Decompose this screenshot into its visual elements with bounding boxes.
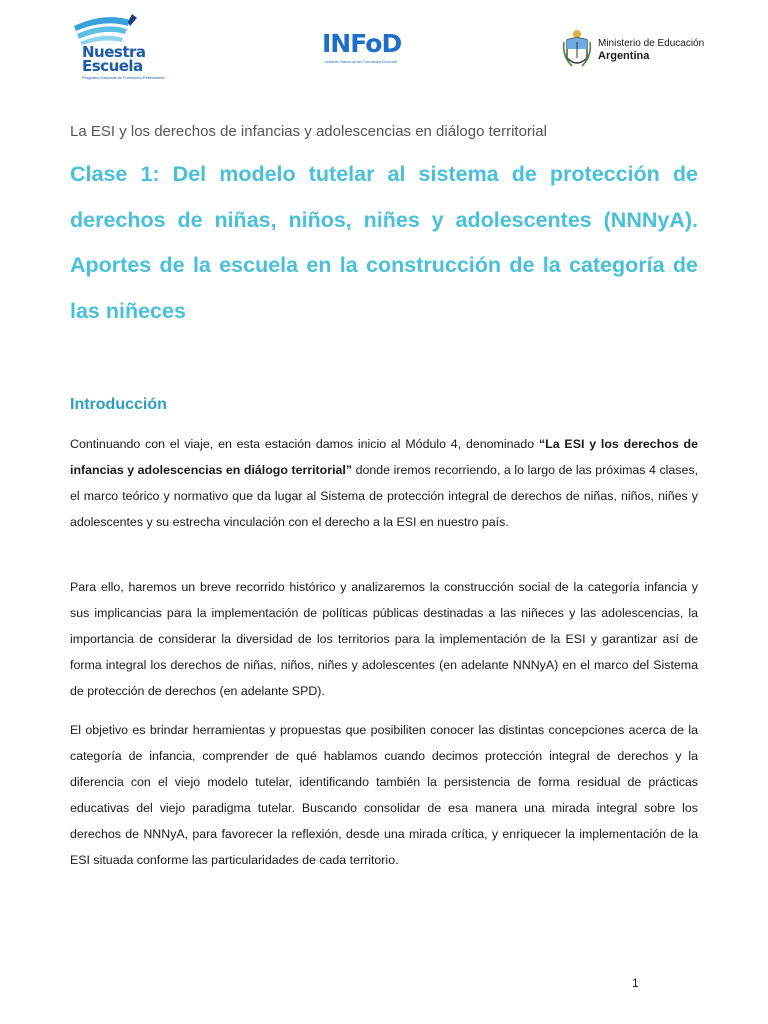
argentina-coat-of-arms-icon (562, 28, 592, 72)
nuestra-escuela-line2: Escuela (82, 57, 143, 75)
module-subtitle: La ESI y los derechos de infancias y adolescencias en diálogo territorial (70, 123, 547, 140)
nuestra-escuela-logo (70, 12, 166, 82)
paragraph-3: El objetivo es brindar herramientas y propuestas que posibiliten conocer las distintas concepciones acerca de la categoría de infancia, comprender de qué hablamos cuando decimos protección integral de derechos y la diferencia con el viejo modelo tutelar, identificando también la persistencia de forma residual de prácticas educativas del viejo paradigma tutelar. Buscando consolidar de esa manera una mirada integral sobre los derechos de NNNyA, para favorecer la reflexión, desde una mirada crítica, y enriquecer la implementación de la ESI situada conforme las particularidades de cada territorio. (70, 723, 698, 868)
paragraph-2: Para ello, haremos un breve recorrido histórico y analizaremos la construcción social de la categoría infancia y sus implicancias para la implementación de políticas públicas destinadas a las niñeces y las adolescencias, la importancia de considerar la diversidad de los territorios para la implementación de la ESI y garantizar así de forma integral los derechos de niñas, niños, niñes y adolescentes (en adelante NNNyA) en el marco del Sistema de protección de derechos (en adelante SPD). (70, 580, 698, 699)
class-title: Clase 1: Del modelo tutelar al sistema de protección de derechos de niñas, niños, niñes y adolescentes (NNNyA). Aportes de la escuela en la construcción de la categoría de las niñeces (70, 162, 698, 323)
ministerio-line1: Ministerio de Educación (598, 38, 705, 49)
ministerio-logo (562, 28, 712, 76)
infod-logo (322, 30, 422, 70)
paragraph-1-text-a: Continuando con el viaje, en esta estación damos inicio al Módulo 4, denominado (70, 437, 539, 451)
infod-subtitle: Instituto Nacional de Formación Docente (325, 59, 398, 64)
nuestra-escuela-line3: Programa Nacional de Formación Permanente (82, 75, 165, 80)
nuestra-escuela-emblem-icon (70, 12, 140, 46)
nuestra-escuela-line1: Nuestra (82, 43, 146, 61)
paragraph-1-bold-module-name: “La ESI y los derechos de infancias y adolescencias en diálogo territorial” (70, 437, 698, 478)
page-number: 1 (632, 976, 639, 990)
section-heading: Introducción (70, 396, 167, 413)
paragraph-1 (70, 431, 698, 535)
paragraph-1-text-c: donde iremos recorriendo, a lo largo de las próximas 4 clases, el marco teórico y normativo que da lugar al Sistema de protección integral de derechos de niñas, niños, niñes y adolescentes y su estrecha vinculación con el derecho a la ESI en nuestro país. (70, 463, 699, 530)
infod-wordmark: INFoD (322, 29, 402, 58)
ministerio-line2: Argentina (598, 50, 650, 62)
